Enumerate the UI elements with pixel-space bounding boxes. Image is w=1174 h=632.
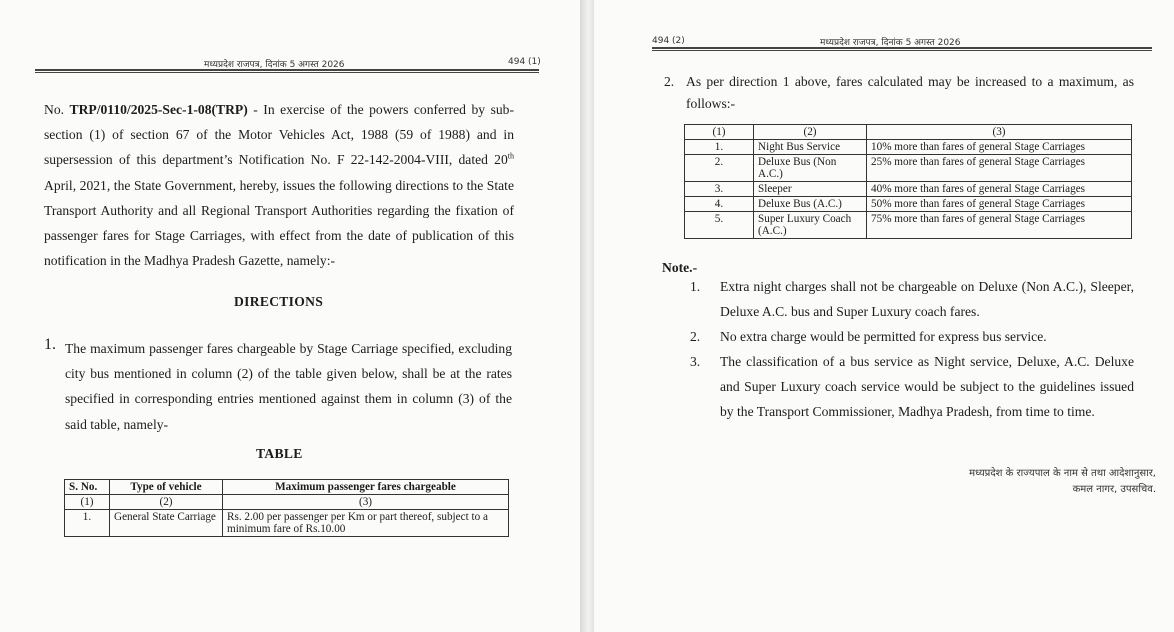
table-row — [685, 182, 1132, 197]
note-text: No extra charge would be permitted for express bus service. — [720, 329, 1047, 344]
table-heading: TABLE — [256, 446, 303, 461]
table-cell: (3) — [867, 125, 1132, 140]
fare-table — [64, 479, 509, 537]
right-page — [594, 0, 1174, 632]
table-cell: (1) — [65, 495, 110, 510]
signature-name: कमल नागर, उपसचिव. — [1072, 484, 1156, 495]
table-cell: Night Bus Service — [754, 140, 867, 155]
table-cell: Deluxe Bus (Non A.C.) — [754, 155, 867, 182]
note-item — [690, 349, 1134, 424]
note-text: The classification of a bus service as Night service, Deluxe, A.C. Deluxe and Super Luxury coach service would be subject to the guidelines issued by the Transport Commissioner, Madhya Pradesh, from time to time. — [720, 354, 1134, 419]
note-text: Extra night charges shall not be chargeable on Deluxe (Non A.C.), Sleeper, Deluxe A.C. bus and Super Luxury coach fares. — [720, 279, 1134, 319]
notes-list — [690, 274, 1134, 424]
table-colnum-row — [685, 125, 1132, 140]
table-cell: Deluxe Bus (A.C.) — [754, 197, 867, 212]
table-cell: 1. — [685, 140, 754, 155]
table-cell: (2) — [754, 125, 867, 140]
header-rule — [652, 47, 1152, 51]
table-cell: General State Carriage — [110, 510, 223, 537]
table-cell: 3. — [685, 182, 754, 197]
intro-text-cont: April, 2021, the State Government, hereby, issues the following directions to the State Transport Authority and all Regional Transport Authorities regarding the fixation of passenger fares for Stage Carriages, with effect from the date of publication of this notification in the Madhya Pradesh Gazette, namely:- — [44, 177, 514, 269]
note-heading: Note.- — [662, 260, 698, 275]
table-row — [685, 212, 1132, 239]
table-cell: 5. — [685, 212, 754, 239]
signature-block — [969, 466, 1156, 498]
table-cell: (1) — [685, 125, 754, 140]
directions-heading: DIRECTIONS — [234, 294, 324, 309]
table-cell: 10% more than fares of general Stage Carriages — [867, 140, 1132, 155]
page-gutter — [580, 0, 594, 632]
notification-lead: No. — [44, 102, 70, 117]
table-header: S. No. — [65, 480, 110, 495]
note-number: 3. — [690, 354, 701, 369]
signature-line: मध्यप्रदेश के राज्यपाल के नाम से तथा आदेशानुसार, — [969, 468, 1156, 479]
table-header: Type of vehicle — [110, 480, 223, 495]
intro-paragraph — [44, 97, 514, 273]
table-cell: (2) — [110, 495, 223, 510]
table-cell: Sleeper — [754, 182, 867, 197]
table-row — [685, 197, 1132, 212]
page-number: 494 (1) — [508, 57, 541, 67]
table-cell: (3) — [223, 495, 509, 510]
intro-text: - In exercise of the powers conferred by sub-section (1) of section 67 of the Motor Vehicles Act, 1988 (59 of 1988) and in supersession of this department’s Notification No. F 22-142-2004-VIII, dated 20 — [44, 102, 514, 168]
header-title: मध्यप्रदेश राजपत्र, दिनांक 5 अगस्त 2026 — [204, 60, 345, 70]
table-cell: 2. — [685, 155, 754, 182]
superscript: th — [507, 151, 514, 161]
item-number: 2. — [664, 74, 675, 89]
table-colnum-row — [65, 495, 509, 510]
table-cell: 1. — [65, 510, 110, 537]
table-cell: 75% more than fares of general Stage Carriages — [867, 212, 1132, 239]
table-row — [685, 155, 1132, 182]
increase-table — [684, 124, 1132, 239]
header-rule — [35, 69, 539, 73]
item-number: 1. — [44, 336, 56, 353]
note-number: 2. — [690, 329, 701, 344]
notification-number: TRP/0110/2025-Sec-1-08(TRP) — [69, 102, 248, 117]
page-number: 494 (2) — [652, 36, 685, 46]
table-header: Maximum passenger fares chargeable — [223, 480, 509, 495]
table-cell: 25% more than fares of general Stage Carriages — [867, 155, 1132, 182]
note-number: 1. — [690, 279, 701, 294]
table-cell: 4. — [685, 197, 754, 212]
table-header-row — [65, 480, 509, 495]
table-row — [685, 140, 1132, 155]
header-title: मध्यप्रदेश राजपत्र, दिनांक 5 अगस्त 2026 — [820, 38, 961, 48]
table-row — [65, 510, 509, 537]
table-cell: Super Luxury Coach (A.C.) — [754, 212, 867, 239]
note-item — [690, 324, 1134, 349]
direction-2-text: As per direction 1 above, fares calculated may be increased to a maximum, as follows:- — [686, 74, 1134, 111]
direction-1-text: The maximum passenger fares chargeable by Stage Carriage specified, excluding city bus mentioned in column (2) of the table given below, shall be at the rates specified in corresponding entries mentioned against them in column (3) of the said table, namely- — [65, 341, 512, 432]
table-cell: 40% more than fares of general Stage Carriages — [867, 182, 1132, 197]
left-page — [0, 0, 580, 632]
table-cell: Rs. 2.00 per passenger per Km or part thereof, subject to a minimum fare of Rs.10.00 — [223, 510, 509, 537]
table-cell: 50% more than fares of general Stage Carriages — [867, 197, 1132, 212]
note-item — [690, 274, 1134, 324]
